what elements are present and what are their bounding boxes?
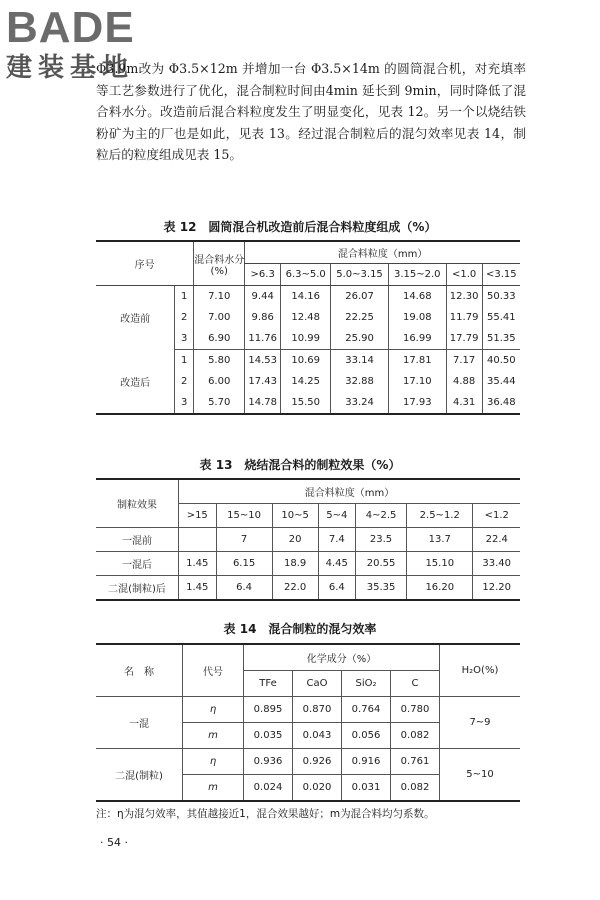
t13-cell: 22.0	[272, 576, 318, 601]
t12-cell: 55.41	[482, 307, 520, 328]
t14-cell: 0.926	[293, 749, 342, 775]
t13-cell: 16.20	[407, 576, 473, 601]
t13-row-name: 一混后	[96, 552, 179, 576]
t13-cell: 12.20	[473, 576, 520, 601]
t12-n: 3	[175, 328, 194, 350]
table-row	[96, 528, 520, 552]
t12-m: 7.00	[194, 307, 245, 328]
t12-cell: 10.99	[281, 328, 331, 350]
t12-cell: 14.53	[245, 350, 281, 372]
t12-cell: 11.76	[245, 328, 281, 350]
t12-cell: 4.88	[446, 371, 482, 392]
t12-col: 5.0~3.15	[331, 264, 389, 286]
table-row	[96, 552, 520, 576]
t12-cell: 19.08	[388, 307, 446, 328]
table-row	[96, 286, 520, 308]
t13-col: >15	[179, 504, 217, 528]
t12-cell: 26.07	[331, 286, 389, 308]
t14-cell: 0.936	[244, 749, 293, 775]
t12-n: 2	[175, 307, 194, 328]
t12-cell: 36.48	[482, 392, 520, 414]
t14-cell: 0.870	[293, 697, 342, 723]
t14-h-code: 代号	[183, 644, 244, 697]
paragraph-text: Φ3.9m改为 Φ3.5×12m 并增加一台 Φ3.5×14m 的圆筒混合机，对充填率等工艺参数进行了优化，混合制粒时间由4min 延长到 9min，同时降低了混合料水分。改造前后混合料粒度发生了明显变化，见表 12。另一个以烧结铁粉矿为主的厂也是如此，见表 13。经过混合制粒后的混匀效率见表 14，制粒后的粒度组成见表 15。	[96, 61, 526, 163]
t12-cell: 33.14	[331, 350, 389, 372]
t13-cell	[179, 528, 217, 552]
t12-cell: 4.31	[446, 392, 482, 414]
t13-cell: 20	[272, 528, 318, 552]
t14-code: m	[183, 723, 244, 749]
t13-col: <1.2	[473, 504, 520, 528]
logo-brand: BADE	[6, 3, 135, 52]
t13-col: 10~5	[272, 504, 318, 528]
t13-cell: 20.55	[356, 552, 407, 576]
t12-cell: 7.17	[446, 350, 482, 372]
t12-cell: 25.90	[331, 328, 389, 350]
t12-col: 6.3~5.0	[281, 264, 331, 286]
t12-cell: 22.25	[331, 307, 389, 328]
t13-cell: 1.45	[179, 552, 217, 576]
table13	[96, 478, 520, 601]
t14-cell: 0.056	[342, 723, 391, 749]
t12-n: 3	[175, 392, 194, 414]
t12-cell: 9.86	[245, 307, 281, 328]
t13-cell: 1.45	[179, 576, 217, 601]
t13-cell: 23.5	[356, 528, 407, 552]
table-row	[96, 350, 520, 372]
t12-cell: 15.50	[281, 392, 331, 414]
t14-cell: 0.895	[244, 697, 293, 723]
t12-group: 改造前	[120, 314, 151, 326]
t14-h2o: 7~9	[440, 697, 521, 749]
t14-cell: 0.031	[342, 775, 391, 802]
t12-col: <3.15	[482, 264, 520, 286]
t13-cell: 4.45	[318, 552, 356, 576]
table13-caption: 表 13 烧结混合料的制粒效果（%）	[199, 458, 401, 472]
t13-cell: 35.35	[356, 576, 407, 601]
t12-cell: 33.24	[331, 392, 389, 414]
t14-cell: 0.043	[293, 723, 342, 749]
t12-cell: 14.78	[245, 392, 281, 414]
t13-row-name: 二混(制粒)后	[108, 584, 166, 595]
t14-cell: 0.916	[342, 749, 391, 775]
t13-cell: 6.15	[216, 552, 272, 576]
logo-subtitle: 建装基地	[6, 53, 135, 83]
t12-cell: 14.16	[281, 286, 331, 308]
t13-cell: 13.7	[407, 528, 473, 552]
table12-caption: 表 12 圆筒混合机改造前后混合料粒度组成（%）	[163, 220, 437, 234]
t14-col: SiO₂	[342, 671, 391, 697]
t14-h-h2o: H₂O(%)	[440, 644, 521, 697]
t14-code: m	[183, 775, 244, 802]
t12-cell: 10.69	[281, 350, 331, 372]
t12-cell: 40.50	[482, 350, 520, 372]
t14-code: η	[183, 697, 244, 723]
t14-col: TFe	[244, 671, 293, 697]
t12-h-size: 混合料粒度（mm）	[245, 241, 520, 264]
t12-cell: 50.33	[482, 286, 520, 308]
t12-cell: 16.99	[388, 328, 446, 350]
t12-h-seq: 序号	[96, 241, 194, 286]
t12-cell: 35.44	[482, 371, 520, 392]
t12-group: 改造后	[120, 377, 151, 389]
t14-code: η	[183, 749, 244, 775]
t13-col: 5~4	[318, 504, 356, 528]
t14-cell: 0.780	[391, 697, 440, 723]
t12-cell: 17.79	[446, 328, 482, 350]
t13-cell: 15.10	[407, 552, 473, 576]
t12-col: >6.3	[245, 264, 281, 286]
body-paragraph	[96, 58, 526, 166]
t13-cell: 7.4	[318, 528, 356, 552]
table-row	[96, 749, 520, 775]
t12-m: 5.70	[194, 392, 245, 414]
t12-m: 7.10	[194, 286, 245, 308]
t14-col: CaO	[293, 671, 342, 697]
t13-cell: 7	[216, 528, 272, 552]
t12-m: 6.90	[194, 328, 245, 350]
t14-col: C	[391, 671, 440, 697]
t12-cell: 14.25	[281, 371, 331, 392]
t12-cell: 51.35	[482, 328, 520, 350]
t12-n: 2	[175, 371, 194, 392]
t12-cell: 9.44	[245, 286, 281, 308]
t13-cell: 6.4	[318, 576, 356, 601]
t14-cell: 0.082	[391, 723, 440, 749]
t13-cell: 18.9	[272, 552, 318, 576]
footnote: 注：η为混匀效率，其值越接近1，混合效果越好；m为混合料均匀系数。	[96, 808, 435, 820]
page-number: · 54 ·	[100, 836, 128, 849]
t13-cell: 6.4	[216, 576, 272, 601]
t12-cell: 17.10	[388, 371, 446, 392]
t13-col: 15~10	[216, 504, 272, 528]
table14	[96, 643, 520, 802]
t12-cell: 14.68	[388, 286, 446, 308]
t14-cell: 0.035	[244, 723, 293, 749]
table-row	[96, 697, 520, 723]
t13-col: 4~2.5	[356, 504, 407, 528]
t12-col: 3.15~2.0	[388, 264, 446, 286]
table14-caption: 表 14 混合制粒的混匀效率	[223, 622, 377, 636]
t13-row-name: 一混前	[96, 528, 179, 552]
t14-h-name: 名 称	[96, 644, 183, 697]
t14-h2o: 5~10	[440, 749, 521, 802]
t12-cell: 17.93	[388, 392, 446, 414]
t12-cell: 12.48	[281, 307, 331, 328]
t12-cell: 17.81	[388, 350, 446, 372]
t14-h-chem: 化学成分（%）	[244, 644, 440, 671]
t13-h-size: 混合料粒度（mm）	[179, 479, 521, 504]
t13-cell: 22.4	[473, 528, 520, 552]
t14-cell: 0.024	[244, 775, 293, 802]
t12-h-moist: 混合料水分(%)	[194, 241, 245, 286]
t12-cell: 17.43	[245, 371, 281, 392]
t12-n: 1	[175, 350, 194, 372]
t14-group: 二混(制粒)	[115, 771, 163, 782]
t12-n: 1	[175, 286, 194, 308]
t13-h-effect: 制粒效果	[96, 479, 179, 528]
t12-cell: 32.88	[331, 371, 389, 392]
t13-col: 2.5~1.2	[407, 504, 473, 528]
t14-group: 一混	[96, 697, 183, 749]
t14-cell: 0.764	[342, 697, 391, 723]
t14-cell: 0.761	[391, 749, 440, 775]
t14-cell: 0.082	[391, 775, 440, 802]
t12-m: 6.00	[194, 371, 245, 392]
table-row	[96, 576, 520, 601]
t14-cell: 0.020	[293, 775, 342, 802]
table12	[96, 240, 520, 415]
t12-m: 5.80	[194, 350, 245, 372]
t12-cell: 11.79	[446, 307, 482, 328]
t13-cell: 33.40	[473, 552, 520, 576]
t12-col: <1.0	[446, 264, 482, 286]
t12-cell: 12.30	[446, 286, 482, 308]
